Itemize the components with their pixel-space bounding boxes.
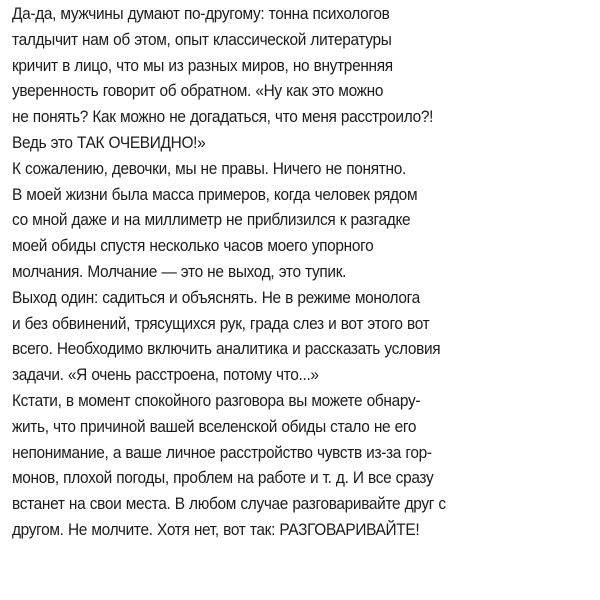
text-line: монов, плохой погоды, проблем на работе и т. д. И все сразу [12,468,434,488]
text-line: непонимание, а ваше личное расстройство чувств из-за гор- [12,442,432,462]
text-line: Выход один: садиться и объяснять. Не в режиме монолога [12,287,420,307]
text-line: и без обвинений, трясущихся рук, града слез и вот этого вот [12,313,430,333]
text-line: другом. Не молчите. Хотя нет, вот так: РАЗГОВАРИВАЙТЕ! [12,519,420,539]
text-line: кричит в лицо, что мы из разных миров, но внутренняя [12,55,393,75]
text-line: моей обиды спустя несколько часов моего упорного [12,236,374,256]
text-line: Ведь это ТАК ОЧЕВИДНО!» [12,132,206,152]
text-line: задачи. «Я очень расстроена, потому что...» [12,365,319,385]
text-line: жить, что причиной вашей вселенской обиды стало не его [12,416,417,436]
text-line: со мной даже и на миллиметр не приблизился к разгадке [12,210,411,230]
text-line: Да-да, мужчины думают по-другому: тонна психологов [12,4,390,23]
text-line: уверенность говорит об обратном. «Ну как это можно [12,81,384,101]
text-line: не понять? Как можно не догадаться, что меня расстроило?! [12,107,434,127]
body-text [12,1,596,543]
text-line: талдычит нам об этом, опыт классической литературы [12,29,392,49]
text-line: молчания. Молчание — это не выход, это тупик. [12,261,347,281]
text-line: В моей жизни была масса примеров, когда человек рядом [12,184,418,204]
text-line: всего. Необходимо включить аналитика и рассказать условия [12,339,441,359]
text-line: Кстати, в момент спокойного разговора вы можете обнару- [12,390,421,410]
text-line: встанет на свои места. В любом случае разговаривайте друг с [12,494,446,514]
text-line: К сожалению, девочки, мы не правы. Ничего не понятно. [12,158,406,178]
